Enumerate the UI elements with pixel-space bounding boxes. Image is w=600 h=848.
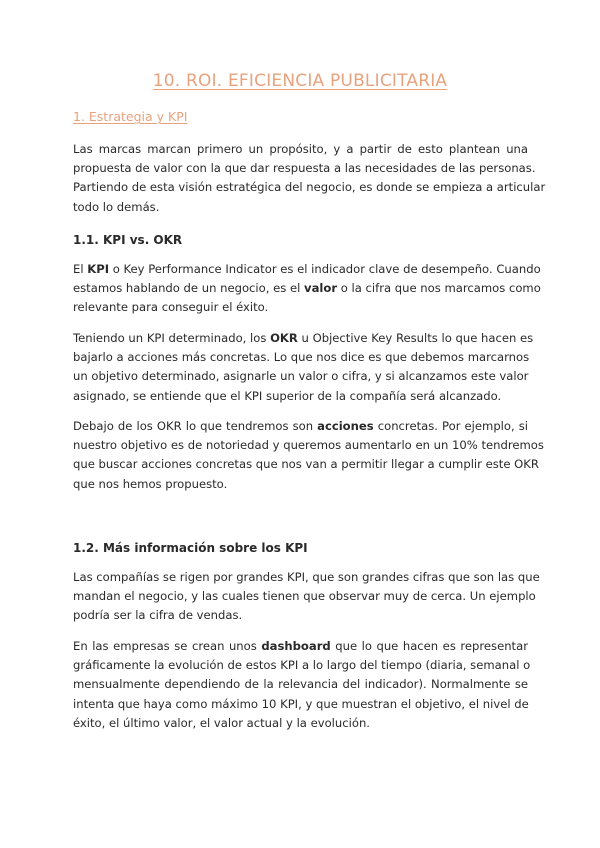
- paragraph-kpi: [73, 260, 541, 318]
- page-title: 10. ROI. EFICIENCIA PUBLICITARIA: [152, 71, 448, 91]
- text-line: Las marcas marcan primero un propósito, y a partir de esto plantean una: [73, 142, 528, 156]
- section-heading-estrategia: 1. Estrategia y KPI: [73, 109, 188, 124]
- text-line: mensualmente dependiendo de la relevancia del indicador). Normalmente se: [73, 677, 528, 692]
- paragraph-acciones: [73, 417, 544, 494]
- bold-term-kpi: KPI: [87, 262, 110, 276]
- bold-term-valor: valor: [304, 281, 338, 296]
- paragraph-companias: [73, 568, 540, 626]
- subheading-kpi-vs-okr: 1.1. KPI vs. OKR: [73, 233, 183, 247]
- paragraph-intro: [73, 140, 546, 217]
- text-line: asignado, se entiende que el KPI superior de la compañía será alcanzado.: [73, 388, 502, 403]
- paragraph-okr: [73, 329, 534, 406]
- text-line: podría ser la cifra de vendas.: [73, 608, 243, 623]
- text-line: El KPI o Key Performance Indicator es el indicador clave de desempeño. Cuando: [73, 262, 541, 276]
- paragraph-dashboard: [73, 637, 531, 733]
- text-line: todo lo demás.: [73, 199, 160, 214]
- bold-term-okr: OKR: [270, 331, 298, 345]
- text-line: relevante para conseguir el éxito.: [73, 300, 269, 315]
- text-line: que buscar acciones concretas que nos van a permitir llegar a cumplir este OKR: [73, 457, 539, 472]
- text-line: Partiendo de esta visión estratégica del negocio, es donde se empieza a articular: [73, 180, 546, 195]
- text-line: nuestro objetivo es de notoriedad y queremos aumentarlo en un 10% tendremos: [73, 438, 544, 453]
- text-line: éxito, el último valor, el valor actual y la evolución.: [73, 715, 370, 730]
- text-line: bajarlo a acciones más concretas. Lo que nos dice es que debemos marcarnos: [73, 350, 530, 365]
- text-line: un objetivo determinado, asignarle un valor o cifra, y si alcanzamos este valor: [73, 369, 529, 384]
- text-line: gráficamente la evolución de estos KPI a lo largo del tiempo (diaria, semanal o: [73, 658, 531, 673]
- bold-term-acciones: acciones: [317, 419, 374, 433]
- bold-term-dashboard: dashboard: [261, 639, 331, 653]
- text-line: Debajo de los OKR lo que tendremos son acciones concretas. Por ejemplo, si: [73, 419, 529, 433]
- text-line: Las compañías se rigen por grandes KPI, que son grandes cifras que son las que: [73, 570, 540, 584]
- subheading-mas-informacion: 1.2. Más información sobre los KPI: [73, 541, 308, 555]
- text-line: estamos hablando de un negocio, es el valor o la cifra que nos marcamos como: [73, 281, 541, 296]
- text-line: intenta que haya como máximo 10 KPI, y que muestran el objetivo, el nivel de: [73, 696, 529, 711]
- text-line: Teniendo un KPI determinado, los OKR u Objective Key Results lo que hacen es: [73, 331, 534, 345]
- text-line: que nos hemos propuesto.: [73, 476, 228, 491]
- text-line: mandan el negocio, y las cuales tienen que observar muy de cerca. Un ejemplo: [73, 589, 536, 604]
- text-line: En las empresas se crean unos dashboard que lo que hacen es representar: [73, 639, 528, 653]
- text-line: propuesta de valor con la que dar respuesta a las necesidades de las personas.: [73, 161, 536, 176]
